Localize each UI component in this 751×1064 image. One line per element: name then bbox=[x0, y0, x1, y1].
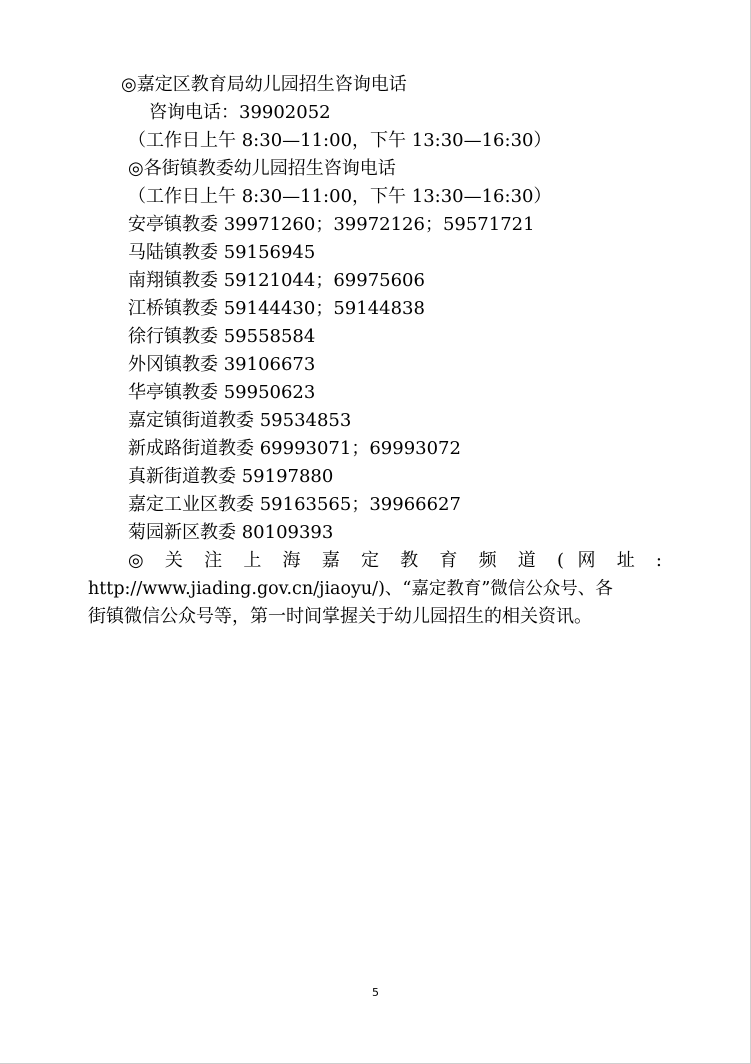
industrial-zone-phone-line: 嘉定工业区教委 59163565；39966627 bbox=[128, 494, 461, 515]
follow-channel-line: ◎ 关 注 上 海 嘉 定 教 育 频 道 ( 网 址 : bbox=[128, 550, 662, 571]
jiangqiao-phone-line: 江桥镇教委 59144430；59144838 bbox=[128, 298, 425, 319]
town-hours-line: （工作日上午 8:30—11:00，下午 13:30—16:30） bbox=[128, 186, 552, 207]
follow-url-line: http://www.jiading.gov.cn/jiaoyu/)、“嘉定教育”微信公众号、各 bbox=[88, 579, 613, 599]
follow-closing-line: 街镇微信公众号等，第一时间掌握关于幼儿园招生的相关资讯。 bbox=[88, 606, 592, 627]
town-committees-heading: ◎各街镇教委幼儿园招生咨询电话 bbox=[128, 158, 396, 179]
zhenxin-phone-line: 真新街道教委 59197880 bbox=[128, 466, 334, 487]
bureau-hours-line: （工作日上午 8:30—11:00，下午 13:30—16:30） bbox=[128, 130, 552, 151]
nanxiang-phone-line: 南翔镇教委 59121044；69975606 bbox=[128, 270, 425, 291]
anting-phone-line: 安亭镇教委 39971260；39972126；59571721 bbox=[128, 214, 535, 235]
jiading-town-phone-line: 嘉定镇街道教委 59534853 bbox=[128, 410, 352, 431]
page-number: 5 bbox=[372, 986, 379, 999]
malu-phone-line: 马陆镇教委 59156945 bbox=[128, 242, 316, 263]
juyuan-phone-line: 菊园新区教委 80109393 bbox=[128, 522, 334, 543]
waigang-phone-line: 外冈镇教委 39106673 bbox=[128, 354, 316, 375]
consult-phone-line: 咨询电话：39902052 bbox=[149, 102, 331, 123]
xuxing-phone-line: 徐行镇教委 59558584 bbox=[128, 326, 316, 347]
huating-phone-line: 华亭镇教委 59950623 bbox=[128, 382, 316, 403]
xinchenglu-phone-line: 新成路街道教委 69993071；69993072 bbox=[128, 438, 461, 459]
jiading-education-bureau-heading: ◎嘉定区教育局幼儿园招生咨询电话 bbox=[121, 74, 407, 95]
